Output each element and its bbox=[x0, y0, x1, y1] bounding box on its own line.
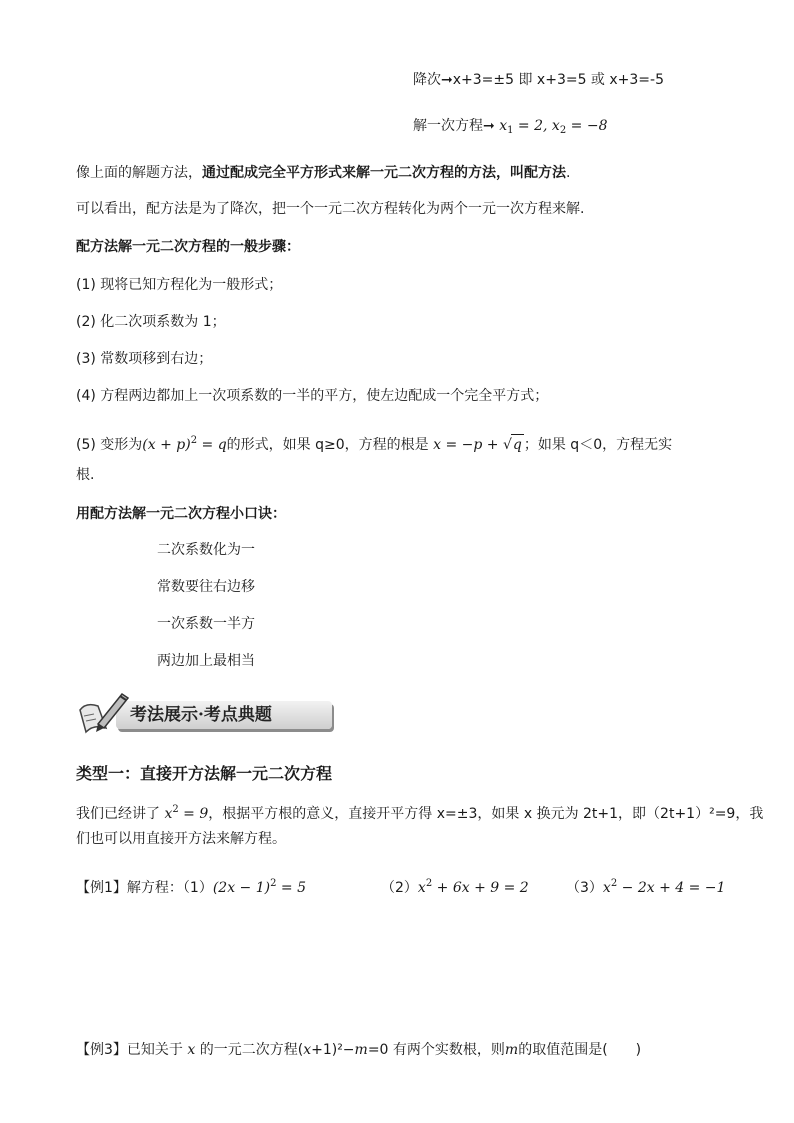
x-squared-equals-9: $x^2 = 9$ bbox=[160, 804, 209, 822]
part-2-number: （2） bbox=[381, 880, 418, 896]
type1-text-2: 们也可以用直接开方法来解方程。 bbox=[76, 831, 286, 847]
right-arrow-icon: ➞ bbox=[441, 72, 453, 88]
equation-2: $x^2 + 6x + 9 = 2$ bbox=[417, 878, 529, 896]
example-3-text: 已知关于 bbox=[126, 1042, 183, 1058]
mnemonic-line-1: 二次系数化为一 bbox=[157, 542, 255, 558]
intro-text-end: . bbox=[566, 165, 571, 181]
example-1-part-2 bbox=[381, 874, 529, 898]
step-label: 解一次方程 bbox=[413, 118, 483, 134]
example-1-label: 【例1】 bbox=[76, 880, 127, 896]
solution-formula: $x_1 = 2$, $x_2 = -8$ bbox=[499, 118, 608, 136]
type1-heading: 类型一：直接开方法解一元二次方程 bbox=[76, 764, 333, 783]
root-formula: x = −p + √q bbox=[429, 437, 524, 453]
banner-title: 考法展示·考点典题 bbox=[130, 705, 272, 725]
equation-1: $(2x - 1)^2 = 5$ bbox=[212, 878, 307, 896]
step-text: x+3=±5 即 x+3=5 或 x+3=-5 bbox=[452, 72, 664, 88]
mnemonic-line-3: 一次系数一半方 bbox=[157, 616, 255, 632]
var-x: x bbox=[182, 1042, 200, 1058]
step-item-3: (3) 常数项移到右边； bbox=[76, 351, 213, 367]
step-item-4: (4) 方程两边都加上一次项系数的一半的平方，使左边配成一个完全平方式； bbox=[76, 388, 549, 404]
step5-mid: 的形式，如果 q≥0，方程的根是 bbox=[226, 437, 429, 453]
section-banner bbox=[76, 688, 338, 738]
example-3-text: =0 有两个实数根，则 bbox=[367, 1042, 505, 1058]
example-3-text: 的一元二次方程( bbox=[199, 1042, 304, 1058]
mnemonic-line-4: 两边加上最相当 bbox=[157, 653, 255, 669]
mnemonic-heading: 用配方法解一元二次方程小口诀： bbox=[76, 506, 286, 522]
intro-paragraph-2: 可以看出，配方法是为了降次，把一个一元二次方程转化为两个一元一次方程来解. bbox=[76, 201, 585, 217]
intro-text: 像上面的解题方法， bbox=[76, 165, 202, 181]
step5-prefix: (5) 变形为 bbox=[76, 437, 143, 453]
right-arrow-icon: ➞ bbox=[483, 118, 495, 134]
type1-text-1 bbox=[76, 800, 763, 824]
intro-bold-text: 通过配成完全平方形式来解一元二次方程的方法，叫配方法 bbox=[202, 165, 566, 181]
pen-paper-icon bbox=[76, 688, 130, 738]
mnemonic-line-2: 常数要往右边移 bbox=[157, 579, 255, 595]
step-item-5-cont: 根. bbox=[76, 467, 95, 483]
var-x: x bbox=[303, 1042, 312, 1058]
step-reduce-degree bbox=[413, 70, 664, 90]
step-item-1: (1) 现将已知方程化为一般形式； bbox=[76, 277, 283, 293]
x2-value: −8 bbox=[586, 118, 608, 134]
part-1-number: （1） bbox=[182, 880, 213, 896]
step-item-5 bbox=[76, 431, 672, 455]
type1-mid: ，根据平方根的意义，直接开平方得 x=±3，如果 x 换元为 2t+1，即（2t+1）²=9，我 bbox=[208, 806, 764, 822]
example-3 bbox=[76, 1040, 641, 1060]
type1-prefix: 我们已经讲了 bbox=[76, 806, 160, 822]
step-label: 降次 bbox=[413, 72, 441, 88]
step-solve-linear bbox=[413, 116, 607, 141]
equation-3: $x^2 - 2x + 4 = -1$ bbox=[602, 878, 726, 896]
part-3-number: （3） bbox=[566, 880, 603, 896]
example-3-label: 【例3】 bbox=[76, 1042, 127, 1058]
x1-value: 2 bbox=[534, 118, 544, 134]
example-3-text: +1)²− bbox=[311, 1042, 355, 1058]
example-1-prompt: 解方程： bbox=[126, 880, 183, 896]
step-item-2: (2) 化二次项系数为 1； bbox=[76, 314, 226, 330]
var-m: m bbox=[354, 1042, 368, 1058]
var-m: m bbox=[504, 1042, 519, 1058]
example-1-part-3 bbox=[566, 874, 725, 898]
intro-paragraph-1 bbox=[76, 163, 570, 183]
steps-heading: 配方法解一元二次方程的一般步骤： bbox=[76, 239, 300, 255]
example-1 bbox=[76, 874, 306, 898]
example-3-text: 的取值范围是( ) bbox=[518, 1042, 642, 1058]
step5-suffix: ；如果 q＜0，方程无实 bbox=[523, 437, 673, 453]
completed-square-formula: $(x + p)^2 = q$ bbox=[142, 435, 227, 453]
